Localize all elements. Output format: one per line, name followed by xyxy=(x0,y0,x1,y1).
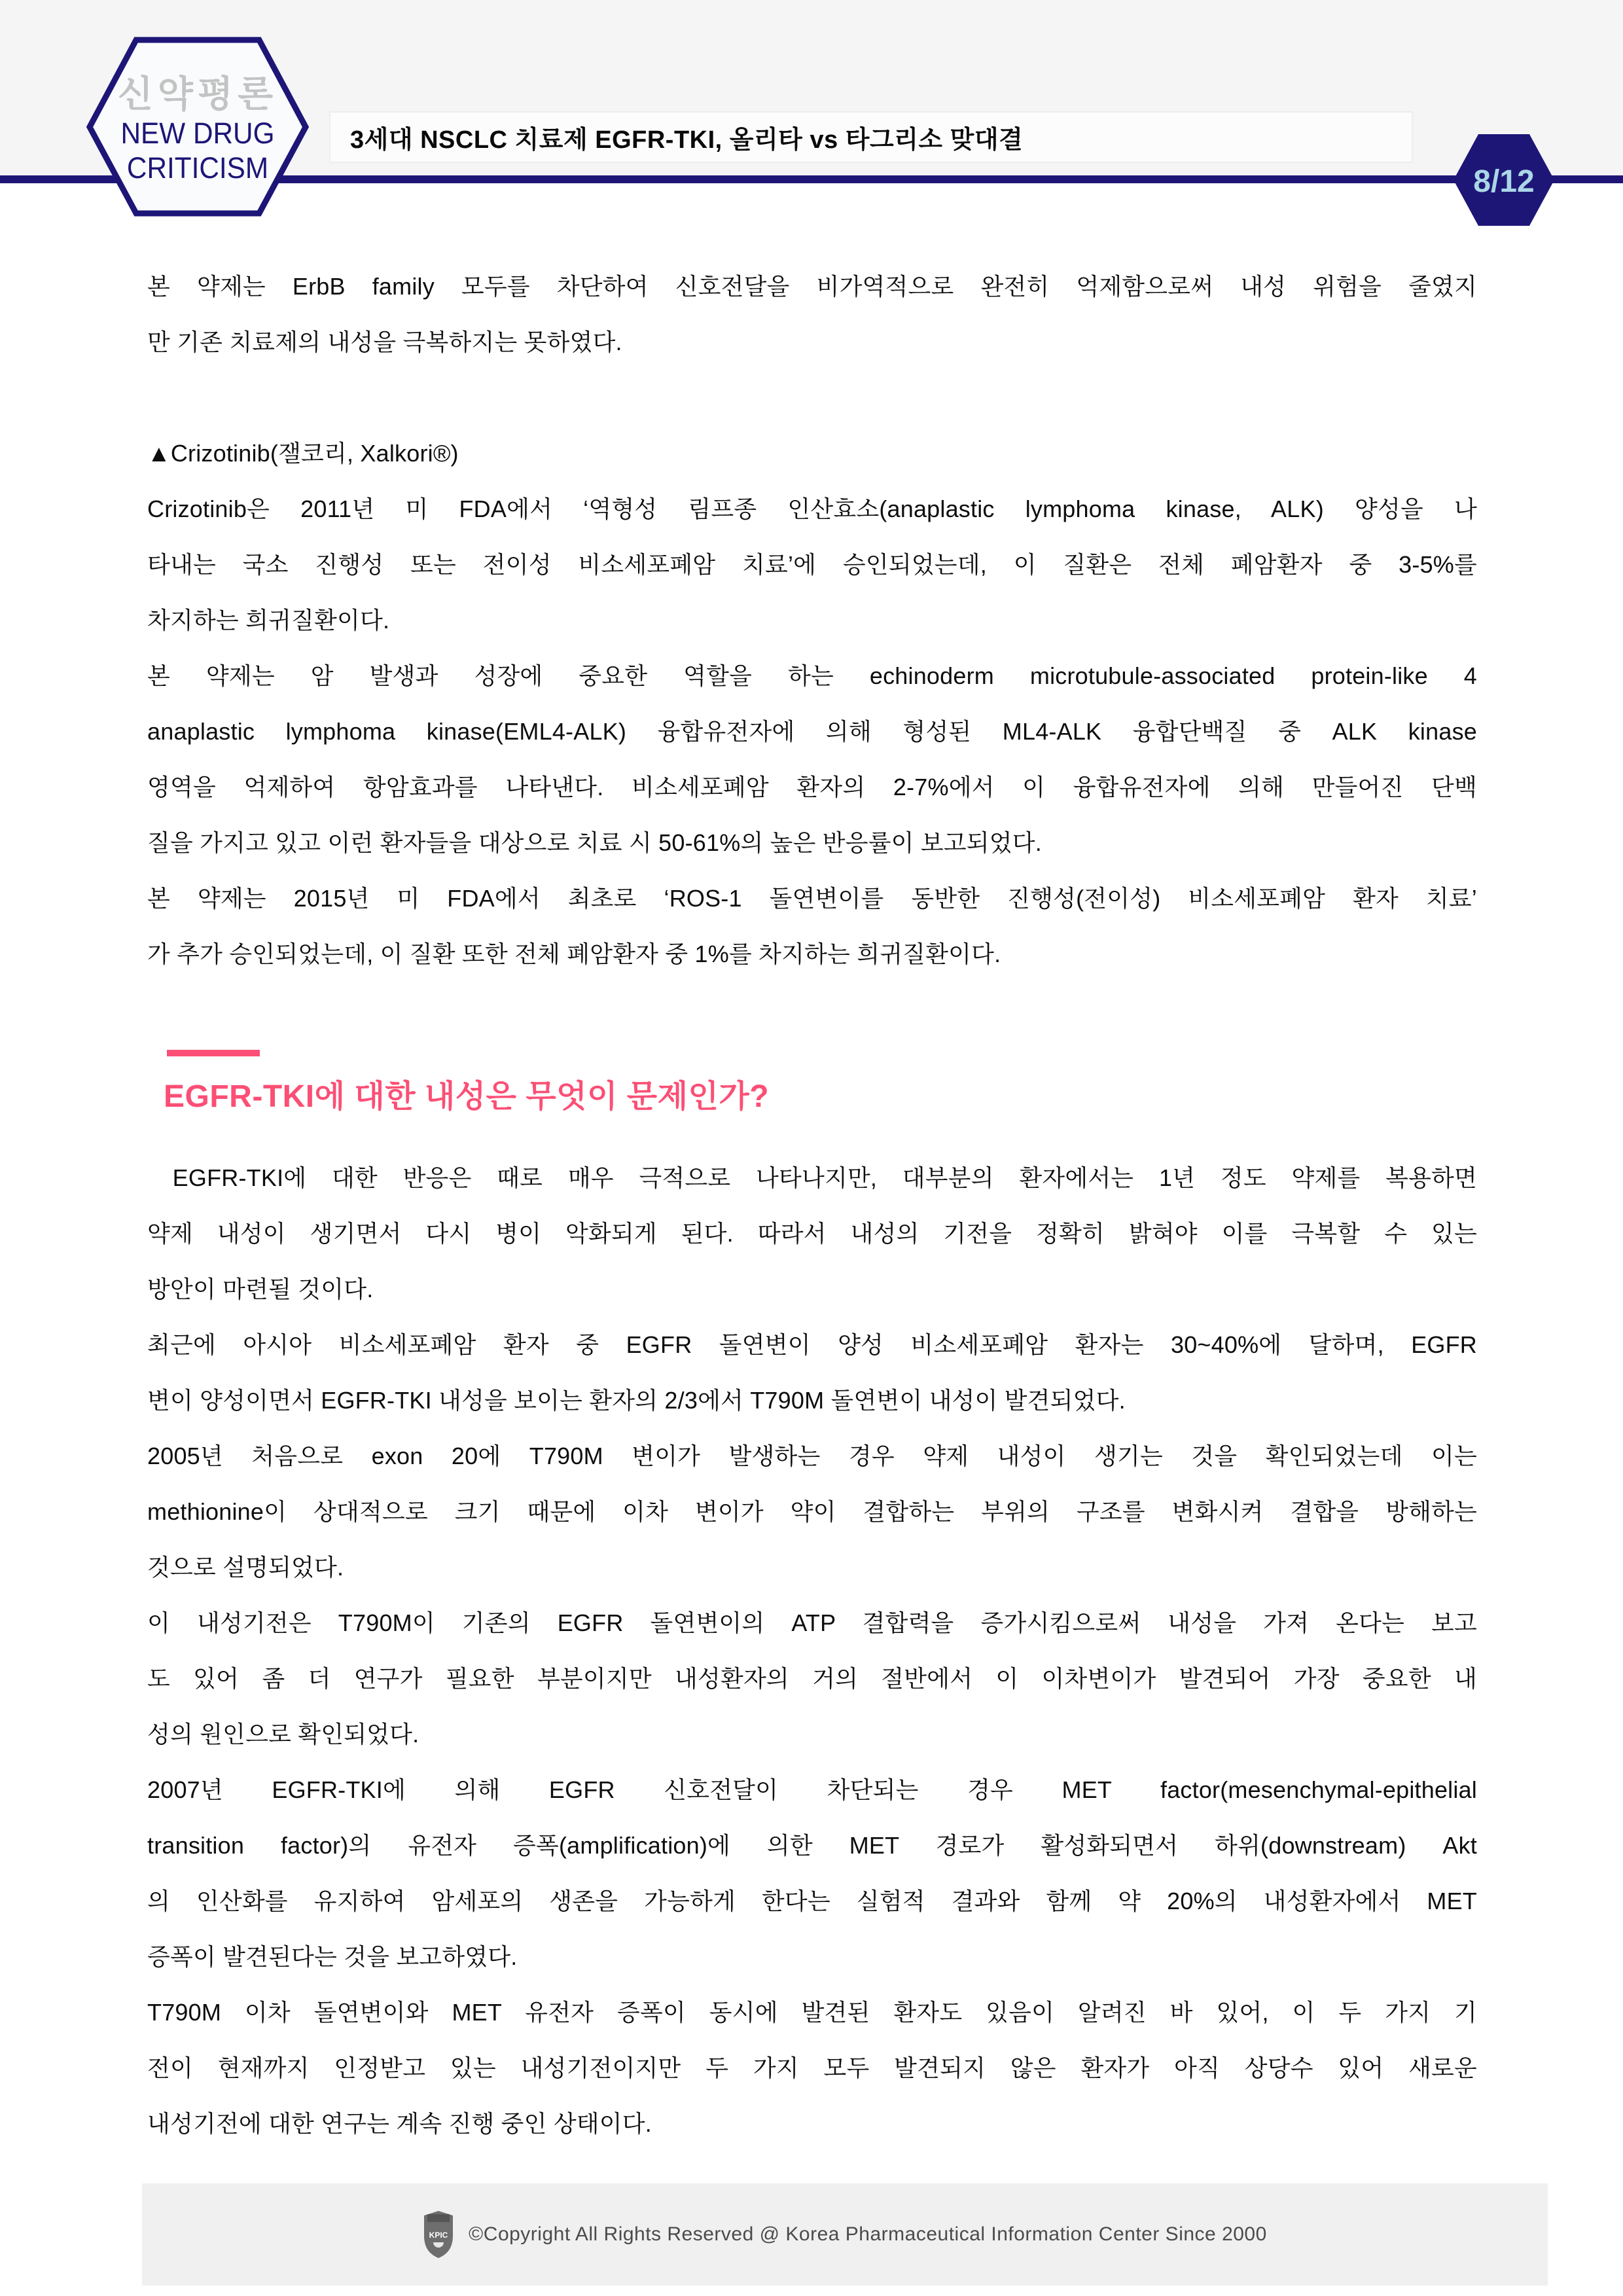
logo-korean-text: 신약평론 xyxy=(117,73,278,115)
text-line: Crizotinib은 2011년 미 FDA에서 ‘역형성 림프종 인산효소(anaplastic lymphoma kinase, ALK) 양성을 나 xyxy=(147,495,1477,522)
body-text-part2 xyxy=(147,1150,1477,2151)
kpic-shield-label: KPIC xyxy=(429,2231,448,2240)
logo-text-stack xyxy=(86,36,309,217)
logo-english-line1: NEW DRUG xyxy=(120,116,275,150)
text-line: 본 약제는 2015년 미 FDA에서 최초로 ‘ROS-1 돌연변이를 동반한 진행성(전이성) 비소세포폐암 환자 치료’ xyxy=(147,885,1477,912)
text-line: 타내는 국소 진행성 또는 전이성 비소세포폐암 치료’에 승인되었는데, 이 질환은 전체 폐암환자 중 3-5%를 xyxy=(147,551,1477,578)
page-number-badge xyxy=(1452,132,1556,228)
blank-line xyxy=(147,370,1477,425)
text-line: 만 기존 치료제의 내성을 극복하지는 못하였다. xyxy=(147,329,622,355)
footer-band xyxy=(142,2183,1548,2286)
text-line: 2005년 처음으로 exon 20에 T790M 변이가 발생하는 경우 약제 내성이 생기는 것을 확인되었는데 이는 xyxy=(147,1443,1477,1469)
text-line: 변이 양성이면서 EGFR-TKI 내성을 보이는 환자의 2/3에서 T790M 돌연변이 내성이 발견되었다. xyxy=(147,1387,1126,1414)
text-line: anaplastic lymphoma kinase(EML4-ALK) 융합유전자에 의해 형성된 ML4-ALK 융합단백질 중 ALK kinase xyxy=(147,718,1477,745)
logo-english-line2: CRITICISM xyxy=(126,151,269,185)
text-line: 본 약제는 ErbB family 모두를 차단하여 신호전달을 비가역적으로 완전히 억제함으로써 내성 위험을 줄였지 xyxy=(147,273,1477,300)
text-line: 내성기전에 대한 연구는 계속 진행 중인 상태이다. xyxy=(147,2110,652,2137)
kpic-shield-icon xyxy=(423,2210,454,2259)
text-line: transition factor)의 유전자 증폭(amplification)에 의한 MET 경로가 활성화되면서 하위(downstream) Akt xyxy=(147,1832,1477,1859)
text-line: 의 인산화를 유지하여 암세포의 생존을 가능하게 한다는 실험적 결과와 함께 약 20%의 내성환자에서 MET xyxy=(147,1888,1477,1914)
text-line: methionine이 상대적으로 크기 때문에 이차 변이가 약이 결합하는 부위의 구조를 변화시켜 결합을 방해하는 xyxy=(147,1498,1477,1525)
text-line: 전이 현재까지 인정받고 있는 내성기전이지만 두 가지 모두 발견되지 않은 환자가 아직 상당수 있어 새로운 xyxy=(147,2054,1477,2081)
page-title-box xyxy=(329,111,1413,163)
text-line: 도 있어 좀 더 연구가 필요한 부분이지만 내성환자의 거의 절반에서 이 이차변이가 발견되어 가장 중요한 내 xyxy=(147,1665,1477,1692)
page-number: 8/12 xyxy=(1473,164,1535,199)
newdrug-criticism-logo xyxy=(86,36,309,217)
page-title: 3세대 NSCLC 치료제 EGFR-TKI, 올리타 vs 타그리소 맞대결 xyxy=(350,126,1024,154)
footer-copyright-text: ©Copyright All Rights Reserved @ Korea Pharmaceutical Information Center Since 2000 xyxy=(469,2223,1267,2245)
text-line: 약제 내성이 생기면서 다시 병이 악화되게 된다. 따라서 내성의 기전을 정확히 밝혀야 이를 극복할 수 있는 xyxy=(147,1220,1477,1247)
text-line: 가 추가 승인되었는데, 이 질환 또한 전체 폐암환자 중 1%를 차지하는 희귀질환이다. xyxy=(147,941,1001,967)
section-heading-bar xyxy=(167,1050,260,1056)
section-heading: EGFR-TKI에 대한 내성은 무엇이 문제인가? xyxy=(164,1079,770,1114)
text-line: 본 약제는 암 발생과 성장에 중요한 역할을 하는 echinoderm microtubule-associated protein-like 4 xyxy=(147,662,1477,689)
text-line: EGFR-TKI에 대한 반응은 때로 매우 극적으로 나타나지만, 대부분의 환자에서는 1년 정도 약제를 복용하면 xyxy=(147,1164,1477,1191)
text-line: 최근에 아시아 비소세포폐암 환자 중 EGFR 돌연변이 양성 비소세포폐암 환자는 30~40%에 달하며, EGFR xyxy=(147,1331,1477,1358)
text-line: 성의 원인으로 확인되었다. xyxy=(147,1721,419,1748)
text-line: 증폭이 발견된다는 것을 보고하였다. xyxy=(147,1943,518,1970)
text-line: 차지하는 희귀질환이다. xyxy=(147,607,390,634)
text-line: 것으로 설명되었다. xyxy=(147,1554,344,1581)
text-line: 2007년 EGFR-TKI에 의해 EGFR 신호전달이 차단되는 경우 MET factor(mesenchymal-epithelial xyxy=(147,1776,1477,1803)
body-text-part1 xyxy=(147,259,1477,982)
text-line: 방안이 마련될 것이다. xyxy=(147,1276,374,1302)
text-line: 질을 가지고 있고 이런 환자들을 대상으로 치료 시 50-61%의 높은 반응률이 보고되었다. xyxy=(147,829,1042,856)
text-line: ▲Crizotinib(잴코리, Xalkori®) xyxy=(147,440,459,467)
text-line: 이 내성기전은 T790M이 기존의 EGFR 돌연변이의 ATP 결합력을 증가시킴으로써 내성을 가져 온다는 보고 xyxy=(147,1609,1477,1636)
text-line: T790M 이차 돌연변이와 MET 유전자 증폭이 동시에 발견된 환자도 있음이 알려진 바 있어, 이 두 가지 기 xyxy=(147,1999,1477,2026)
text-line: 영역을 억제하여 항암효과를 나타낸다. 비소세포폐암 환자의 2-7%에서 이 융합유전자에 의해 만들어진 단백 xyxy=(147,774,1477,800)
